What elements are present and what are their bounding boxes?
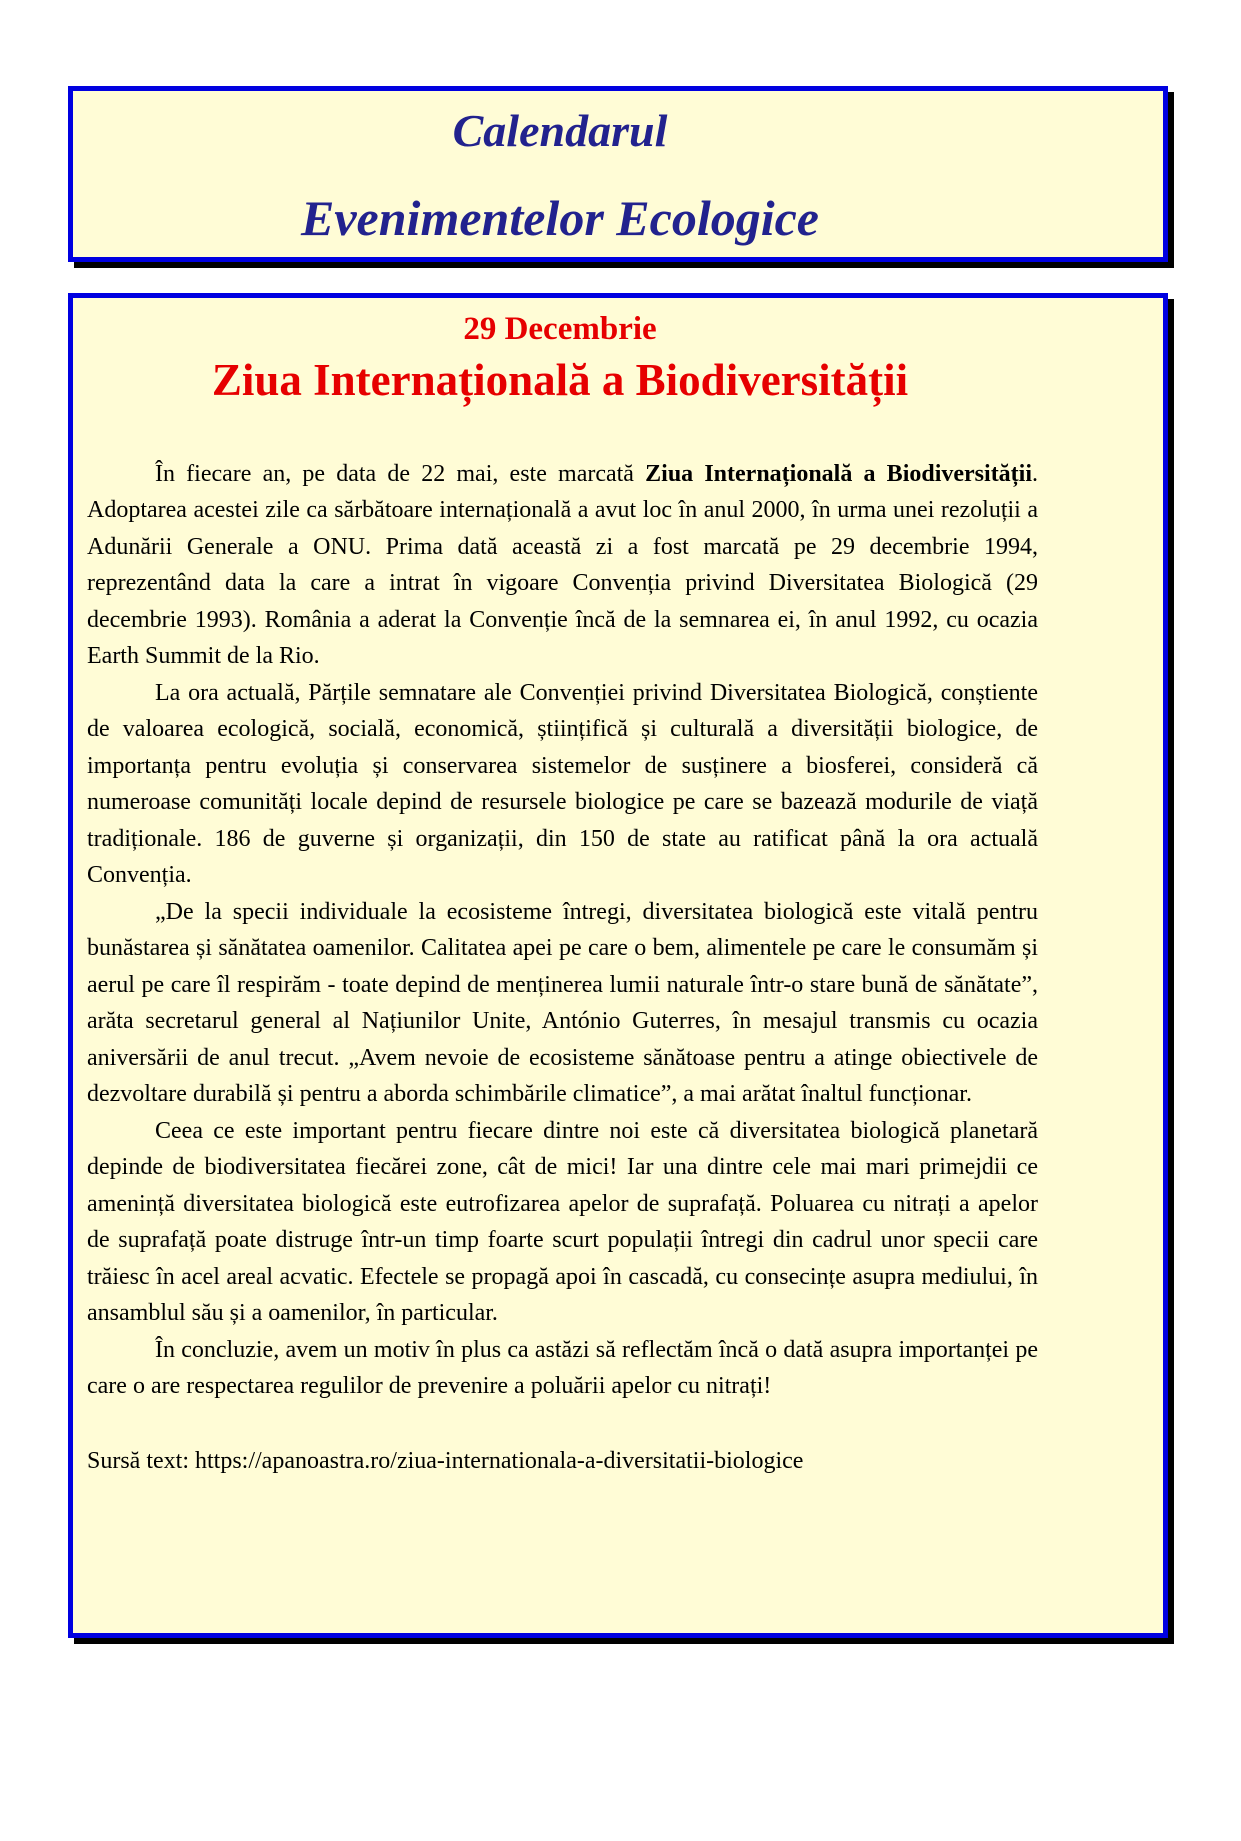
event-box <box>68 293 1168 1638</box>
paragraph <box>87 894 1038 1113</box>
text-run: „De la specii individuale la ecosisteme întregi, diversitatea biologică este vitală pentru bunăstarea și sănătatea oamenilor. Calitatea apei pe care o bem, alimentele pe care le consumăm și aerul pe care îl respirăm - toate depind de menținerea lumii naturale într-o stare bună de sănătate”, arăta secretarul general al Națiunilor Unite, António Guterres, în mesajul transmis cu ocazia aniversării de anul trecut. „Avem nevoie de ecosisteme sănătoase pentru a atinge obiectivele de dezvoltare durabilă și pentru a aborda schimbările climatice”, a mai arătat înaltul funcționar. <box>87 898 1038 1108</box>
paragraph <box>87 456 1038 675</box>
text-run: În concluzie, avem un motiv în plus ca astăzi să reflectăm încă o dată asupra importanței pe care o are respectarea regulilor de prevenire a poluării apelor cu nitrați! <box>87 1336 1038 1400</box>
header-box <box>68 86 1168 262</box>
text-run: La ora actuală, Părțile semnatare ale Convenției privind Diversitatea Biologică, conștiente de valoarea ecologică, socială, economică, științifică și culturală a diversității biologice, de importanța pentru evoluția și conservarea sistemelor de susținere a biosferei, consideră că numeroase comunități locale depind de resursele biologice pe care se bazează modurile de viață tradiționale. 186 de guverne și organizații, din 150 de state au ratificat până la ora actuală Convenția. <box>87 679 1038 889</box>
event-title: Ziua Internațională a Biodiversității <box>211 354 909 405</box>
paragraph <box>87 1332 1038 1405</box>
text-run: Ceea ce este important pentru fiecare dintre noi este că diversitatea biologică planetară depinde de biodiversitatea fiecărei zone, cât de mici! Iar una dintre cele mai mari primejdii ce amenință diversitatea biologică este eutrofizarea apelor de suprafață. Poluarea cu nitrați a apelor de suprafață poate distruge într-un timp foarte scurt populații întregi din cadrul unor specii care trăiesc în acel areal acvatic. Efectele se propagă apoi în cascadă, cu consecințe asupra mediului, în ansamblul său și a oamenilor, în particular. <box>87 1117 1038 1327</box>
document-page <box>0 86 1241 1841</box>
calendar-title-line1: Calendarul <box>452 105 668 156</box>
paragraph <box>87 1113 1038 1332</box>
source-line: Sursă text: https://apanoastra.ro/ziua-internationala-a-diversitatii-biologice <box>87 1447 804 1474</box>
paragraph <box>87 675 1038 894</box>
body-text <box>82 456 1038 1405</box>
date-heading: 29 Decembrie <box>463 311 657 347</box>
text-run: . Adoptarea acestei zile ca sărbătoare internațională a avut loc în anul 2000, în urma unei rezoluții a Adunării Generale a ONU. Prima dată această zi a fost marcată pe 29 decembrie 1994, reprezentând data la care a intrat în vigoare Convenția privind Diversitatea Biologică (29 decembrie 1993). România a aderat la Convenție încă de la semnarea ei, în anul 1992, cu ocazia Earth Summit de la Rio. <box>87 460 1039 670</box>
text-run: În fiecare an, pe data de 22 mai, este marcată <box>155 460 646 487</box>
calendar-title-line2: Evenimentelor Ecologice <box>301 189 819 246</box>
bold-text-run: Ziua Internațională a Biodiversității <box>645 460 1033 487</box>
